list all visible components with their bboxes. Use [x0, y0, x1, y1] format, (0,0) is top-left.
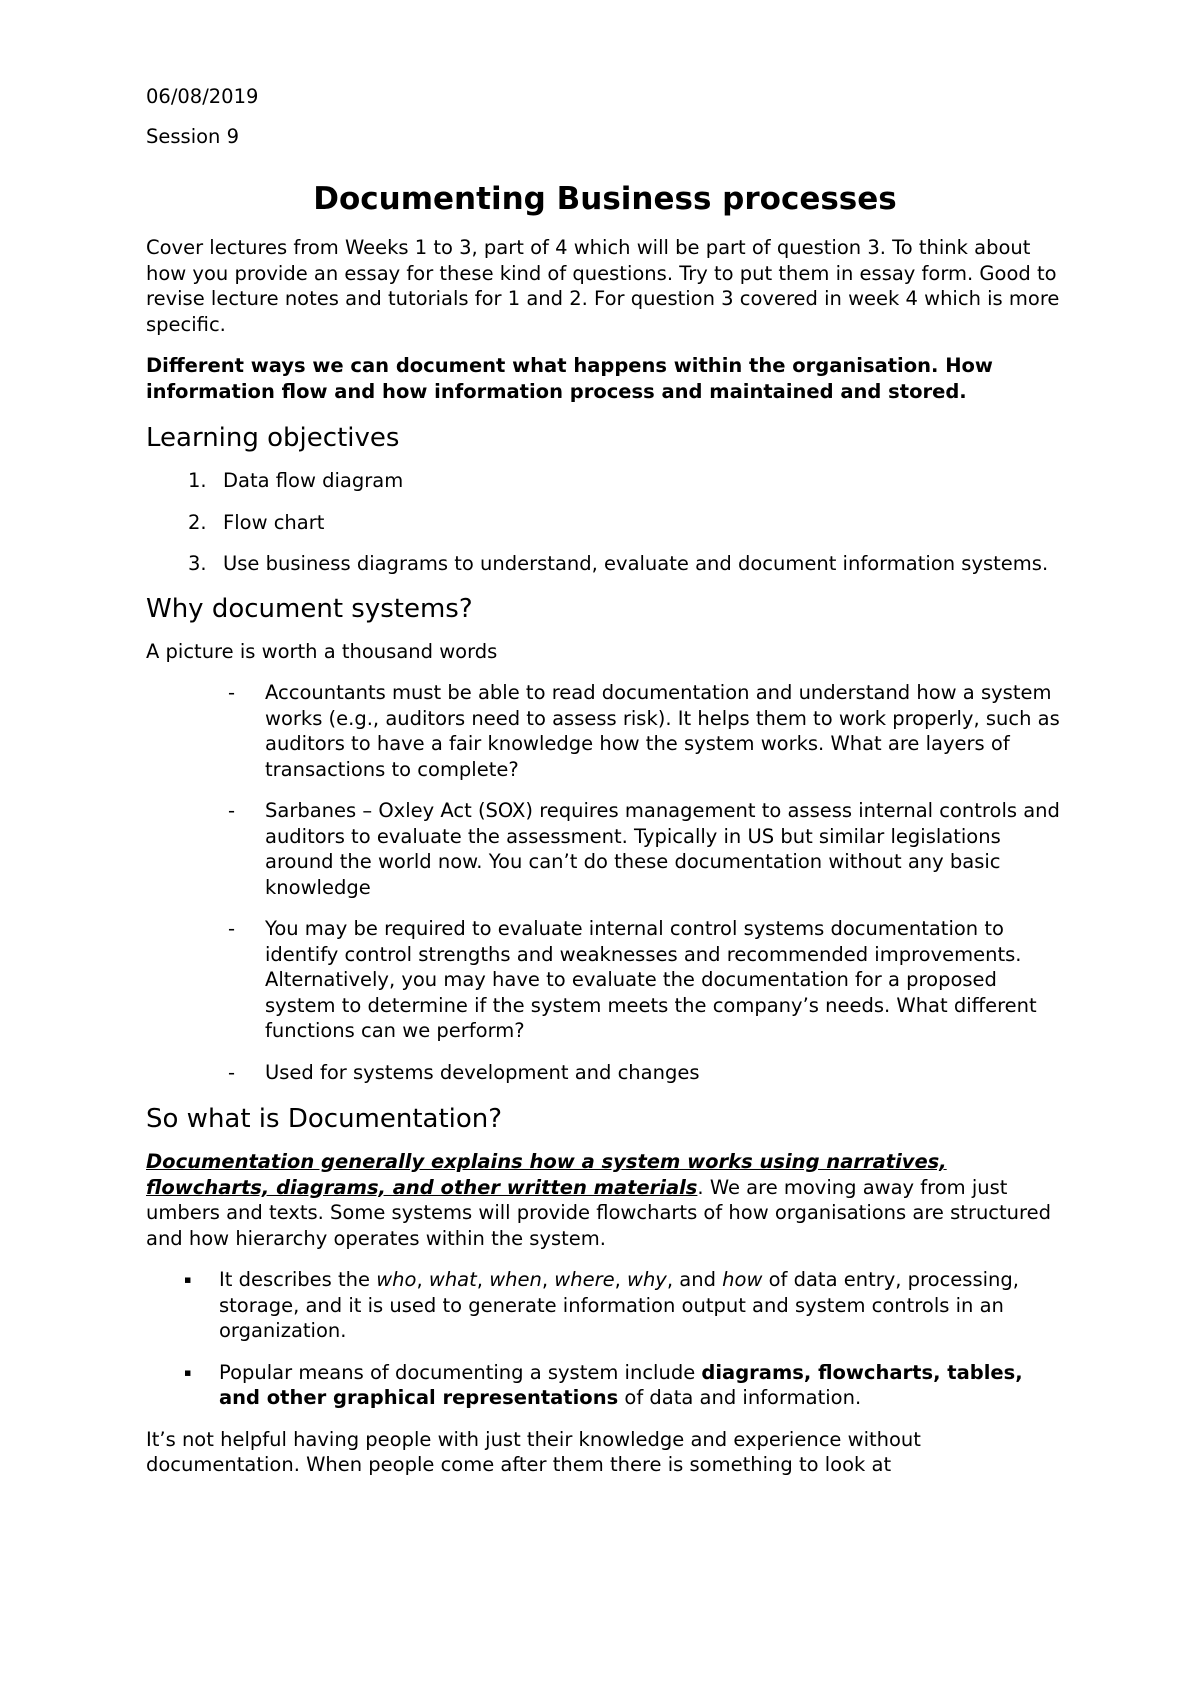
list-item-text: Accountants must be able to read documentation and understand how a system works (e.g., auditors need to assess risk). It helps them to work properly, such as auditors to have a fair knowledge how the system works. What are layers of transactions to complete?	[265, 681, 1060, 781]
list-item	[146, 798, 1064, 900]
what-is-list	[146, 1267, 1064, 1411]
list-item-text: Flow chart	[223, 510, 325, 534]
page-title: Documenting Business processes	[313, 181, 897, 217]
list-item	[146, 551, 1064, 577]
list-item-text: Used for systems development and changes	[265, 1060, 700, 1084]
dash-bullet: -	[228, 1060, 236, 1084]
why-lead: A picture is worth a thousand words	[146, 639, 498, 663]
list-item-text: Data flow diagram	[223, 469, 404, 492]
list-number: 1.	[188, 469, 207, 492]
document-body	[146, 84, 1064, 1478]
list-item	[146, 1267, 1064, 1344]
list-number: 2.	[188, 510, 207, 534]
list-item	[146, 680, 1064, 782]
list-number: 3.	[188, 552, 207, 575]
objectives-list	[146, 468, 1064, 577]
heading-learning-objectives: Learning objectives	[146, 423, 400, 453]
list-item	[146, 1060, 1064, 1086]
intro-paragraph: Cover lectures from Weeks 1 to 3, part of 4 which will be part of question 3. To think about how you provide an essay for these kind of questions. Try to put them in essay form. Good to revise lecture notes and tutorials for 1 and 2. For question 3 covered in week 4 which is more specific.	[146, 236, 1060, 336]
list-item	[146, 916, 1064, 1044]
definition-rest: . We are moving away from just umbers and texts. Some systems will provide flowcharts of how organisations are structured and how hierarchy operates within the system.	[146, 1175, 1051, 1250]
list-item-text: You may be required to evaluate internal control systems documentation to identify control strengths and weaknesses and recommended improvements. Alternatively, you may have to evaluate the documentation for a proposed system to determine if the system meets the company’s needs. What different functions can we perform?	[265, 917, 1037, 1042]
definition-paragraph	[146, 1149, 1064, 1251]
bold-statement: Different ways we can document what happens within the organisation. How information flow and how information process and maintained and stored.	[146, 354, 993, 403]
square-bullet: ▪	[184, 1273, 192, 1286]
list-item-text: It describes the who, what, when, where, why, and how of data entry, processing, storage, and it is used to generate information output and system controls in an organization.	[219, 1268, 1019, 1342]
dash-bullet: -	[228, 917, 236, 940]
session-line: Session 9	[146, 124, 240, 148]
square-bullet: ▪	[184, 1365, 192, 1379]
date-line: 06/08/2019	[146, 85, 259, 108]
heading-what-is-documentation: So what is Documentation?	[146, 1104, 503, 1134]
list-item-text: Use business diagrams to understand, evaluate and document information systems.	[223, 552, 1049, 575]
definition-emphasis: Documentation generally explains how a system works using narratives, flowcharts, diagrams, and other written materials	[146, 1150, 947, 1199]
list-item	[146, 510, 1064, 536]
list-item	[146, 1360, 1064, 1411]
list-item-text: Popular means of documenting a system include diagrams, flowcharts, tables, and other graphical representations of data and information.	[219, 1360, 1023, 1409]
why-list	[146, 680, 1064, 1085]
list-item	[146, 468, 1064, 494]
dash-bullet: -	[228, 681, 236, 704]
list-item-text: Sarbanes – Oxley Act (SOX) requires management to assess internal controls and auditors to evaluate the assessment. Typically in US but similar legislations around the world now. You can’t do these documentation without any basic knowledge	[265, 799, 1060, 899]
dash-bullet: -	[228, 799, 236, 822]
closing-paragraph: It’s not helpful having people with just their knowledge and experience without documentation. When people come after them there is something to look at	[146, 1427, 921, 1476]
heading-why-document: Why document systems?	[146, 593, 473, 624]
